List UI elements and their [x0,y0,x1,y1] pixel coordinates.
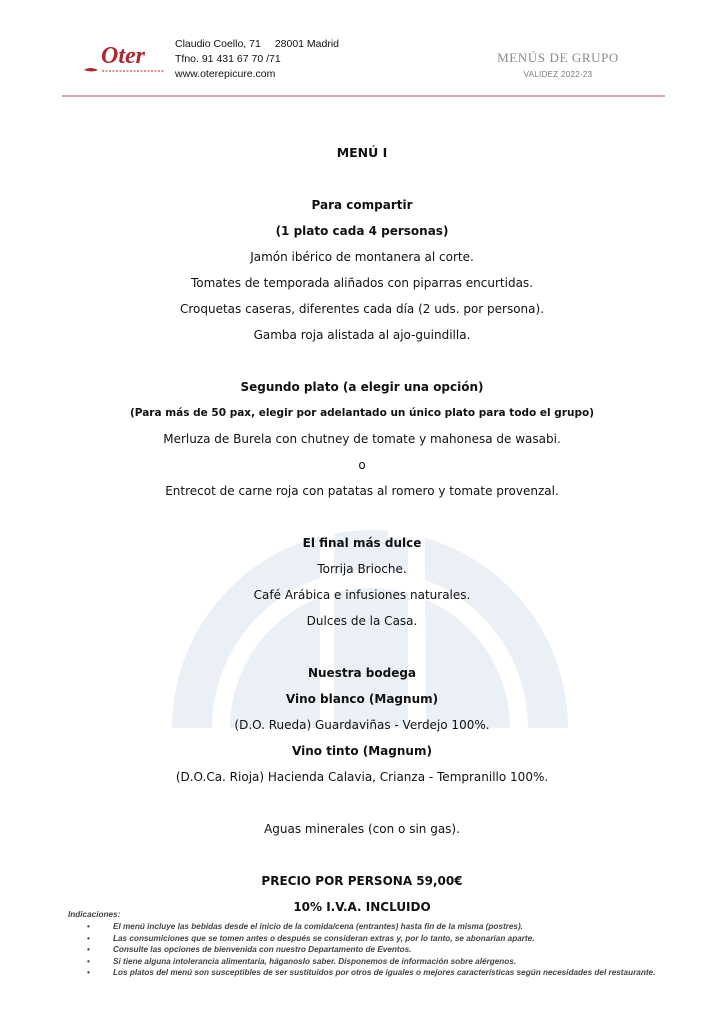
phone: Tfno. 91 431 67 70 /71 [175,53,281,65]
menu-item: Dulces de la Casa. [306,614,418,628]
share-note: (1 plato cada 4 personas) [275,224,449,238]
note-item: • Las consumiciones que se tomen antes o después se consideran extras y, por lo tanto, se abonarían aparte. [113,933,668,945]
or-separator: o [358,458,366,472]
white-wine-heading: Vino blanco (Magnum) [285,692,439,706]
white-wine: (D.O. Rueda) Guardaviñas - Verdejo 100%. [234,718,490,732]
menu-item: Merluza de Burela con chutney de tomate y mahonesa de wasabi. [163,432,561,446]
water: Aguas minerales (con o sin gas). [264,822,460,836]
menu-item: Café Arábica e infusiones naturales. [253,588,471,602]
notes-heading: Indicaciones: [68,910,121,919]
note-item: • Si tiene alguna intolerancia alimentaria, háganoslo saber. Disponemos de información sobre alérgenos. [113,956,668,968]
menu-item: Torrija Brioche. [317,562,407,576]
logo-text: Oter [101,43,145,69]
contact-block [175,37,339,82]
notes-list [68,921,668,979]
menu-item: Tomates de temporada aliñados con piparras encurtidas. [190,276,534,290]
second-note: (Para más de 50 pax, elegir por adelantado un único plato para todo el grupo) [129,407,594,419]
section-heading-share: Para compartir [311,198,413,212]
note-item: • Los platos del menú son susceptibles de ser sustituidos por otros de iguales o mejores características según necesidades del restaurante. [113,967,668,979]
section-heading-dessert: El final más dulce [302,536,422,550]
header-divider [62,95,665,97]
vat-included: 10% I.V.A. INCLUIDO [293,900,431,914]
letterhead [0,0,724,98]
menu-item: Jamón ibérico de montanera al corte. [250,250,474,264]
address: Claudio Coello, 71 [175,38,261,50]
section-heading-second: Segundo plato (a elegir una opción) [240,380,484,394]
red-wine: (D.O.Ca. Rioja) Hacienda Calavia, Crianza - Tempranillo 100%. [175,770,549,784]
note-item: • Consulte las opciones de bienvenida con nuestro Departamento de Eventos. [113,944,668,956]
menu-item: Croquetas caseras, diferentes cada día (2 uds. por persona). [179,302,545,316]
website-link[interactable]: www.oterepicure.com [175,68,276,80]
red-wine-heading: Vino tinto (Magnum) [292,744,432,758]
section-heading-cellar: Nuestra bodega [307,666,417,680]
menu-title: MENÚ I [336,145,388,160]
postal-city: 28001 Madrid [274,38,340,50]
price-per-person: PRECIO POR PERSONA 59,00€ [261,874,463,888]
note-item: • El menú incluye las bebidas desde el inicio de la comida/cena (entrantes) hasta fin de la misma (postres). [113,921,668,933]
document-title-block [478,50,638,79]
notes-block [68,910,668,979]
menu-item: Gamba roja alistada al ajo-guindilla. [253,328,471,342]
validity-label: VALIDEZ 2022-23 [523,70,593,79]
menu-body [0,140,724,920]
oter-logo [80,40,166,78]
menu-item: Entrecot de carne roja con patatas al romero y tomate provenzal. [165,484,559,498]
document-title: MENÚS DE GRUPO [497,50,619,65]
